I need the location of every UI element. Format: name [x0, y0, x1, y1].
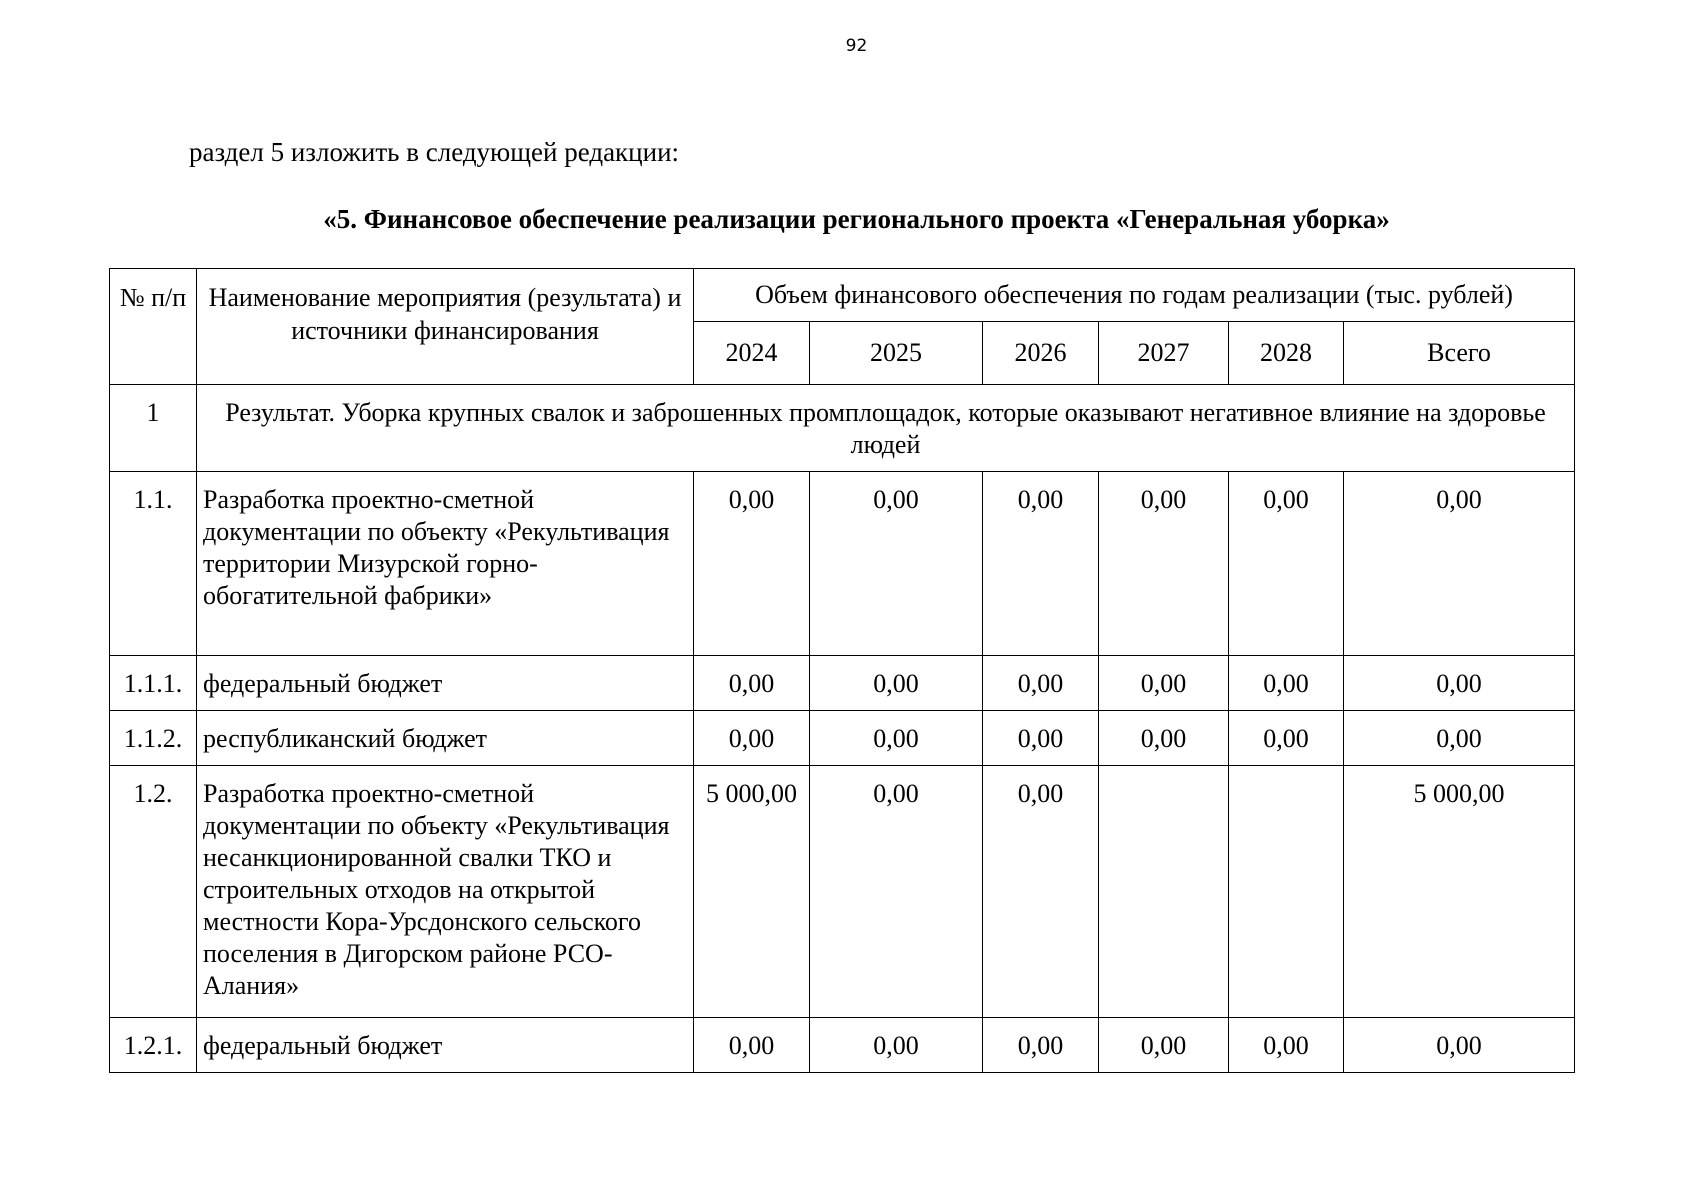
table-row — [110, 656, 1575, 711]
header-year-2026: 2026 — [983, 322, 1099, 385]
row-name: федеральный бюджет — [197, 1018, 694, 1073]
header-volume: Объем финансового обеспечения по годам реализации (тыс. рублей) — [694, 269, 1575, 322]
value-2026: 0,00 — [983, 711, 1099, 766]
row-name: Разработка проектно-сметной документации по объекту «Рекультивация несанкционированной свалки ТКО и строительных отходов на открытой местности Кора-Урсдонского сельского поселения в Дигорском районе РСО-Алания» — [197, 766, 694, 1018]
value-2024: 0,00 — [694, 472, 810, 656]
table-row — [110, 711, 1575, 766]
value-2027: 0,00 — [1099, 711, 1229, 766]
value-2024: 5 000,00 — [694, 766, 810, 1018]
page-number: 92 — [845, 36, 868, 56]
intro-text: раздел 5 изложить в следующей редакции: — [189, 137, 680, 167]
row-number: 1.1.2. — [110, 711, 197, 766]
header-year-2027: 2027 — [1099, 322, 1229, 385]
value-2027 — [1099, 766, 1229, 1018]
value-2025: 0,00 — [810, 766, 983, 1018]
table-row — [110, 766, 1575, 1018]
header-year-2025: 2025 — [810, 322, 983, 385]
value-2024: 0,00 — [694, 656, 810, 711]
header-year-2024: 2024 — [694, 322, 810, 385]
value-2026: 0,00 — [983, 1018, 1099, 1073]
value-2027: 0,00 — [1099, 472, 1229, 656]
value-total: 5 000,00 — [1344, 766, 1575, 1018]
value-total: 0,00 — [1344, 656, 1575, 711]
row-number: 1.1.1. — [110, 656, 197, 711]
row-number: 1.2. — [110, 766, 197, 1018]
value-2026: 0,00 — [983, 766, 1099, 1018]
value-2024: 0,00 — [694, 1018, 810, 1073]
value-2028: 0,00 — [1229, 656, 1344, 711]
section-title: «5. Финансовое обеспечение реализации регионального проекта «Генеральная уборка» — [323, 204, 1390, 234]
value-2028: 0,00 — [1229, 472, 1344, 656]
header-year-2028: 2028 — [1229, 322, 1344, 385]
result-title: Результат. Уборка крупных свалок и заброшенных промплощадок, которые оказывают негативное влияние на здоровье людей — [197, 385, 1575, 472]
value-2025: 0,00 — [810, 1018, 983, 1073]
financing-table — [109, 268, 1575, 1073]
row-name: Разработка проектно-сметной документации по объекту «Рекультивация территории Мизурской горно-обогатительной фабрики» — [197, 472, 694, 656]
table-row — [110, 1018, 1575, 1073]
value-2025: 0,00 — [810, 656, 983, 711]
header-row — [110, 269, 1575, 322]
table-row — [110, 472, 1575, 656]
value-2025: 0,00 — [810, 711, 983, 766]
value-2028 — [1229, 766, 1344, 1018]
value-2026: 0,00 — [983, 656, 1099, 711]
row-name: федеральный бюджет — [197, 656, 694, 711]
row-number: 1.1. — [110, 472, 197, 656]
value-2024: 0,00 — [694, 711, 810, 766]
row-number: 1.2.1. — [110, 1018, 197, 1073]
value-total: 0,00 — [1344, 472, 1575, 656]
header-num: № п/п — [110, 269, 197, 385]
value-2027: 0,00 — [1099, 656, 1229, 711]
value-total: 0,00 — [1344, 711, 1575, 766]
header-name: Наименование мероприятия (результата) и источники финансирования — [197, 269, 694, 385]
row-number: 1 — [110, 385, 197, 472]
value-2028: 0,00 — [1229, 1018, 1344, 1073]
value-2027: 0,00 — [1099, 1018, 1229, 1073]
value-2026: 0,00 — [983, 472, 1099, 656]
value-2025: 0,00 — [810, 472, 983, 656]
header-total: Всего — [1344, 322, 1575, 385]
row-name: республиканский бюджет — [197, 711, 694, 766]
value-total: 0,00 — [1344, 1018, 1575, 1073]
value-2028: 0,00 — [1229, 711, 1344, 766]
result-row — [110, 385, 1575, 472]
